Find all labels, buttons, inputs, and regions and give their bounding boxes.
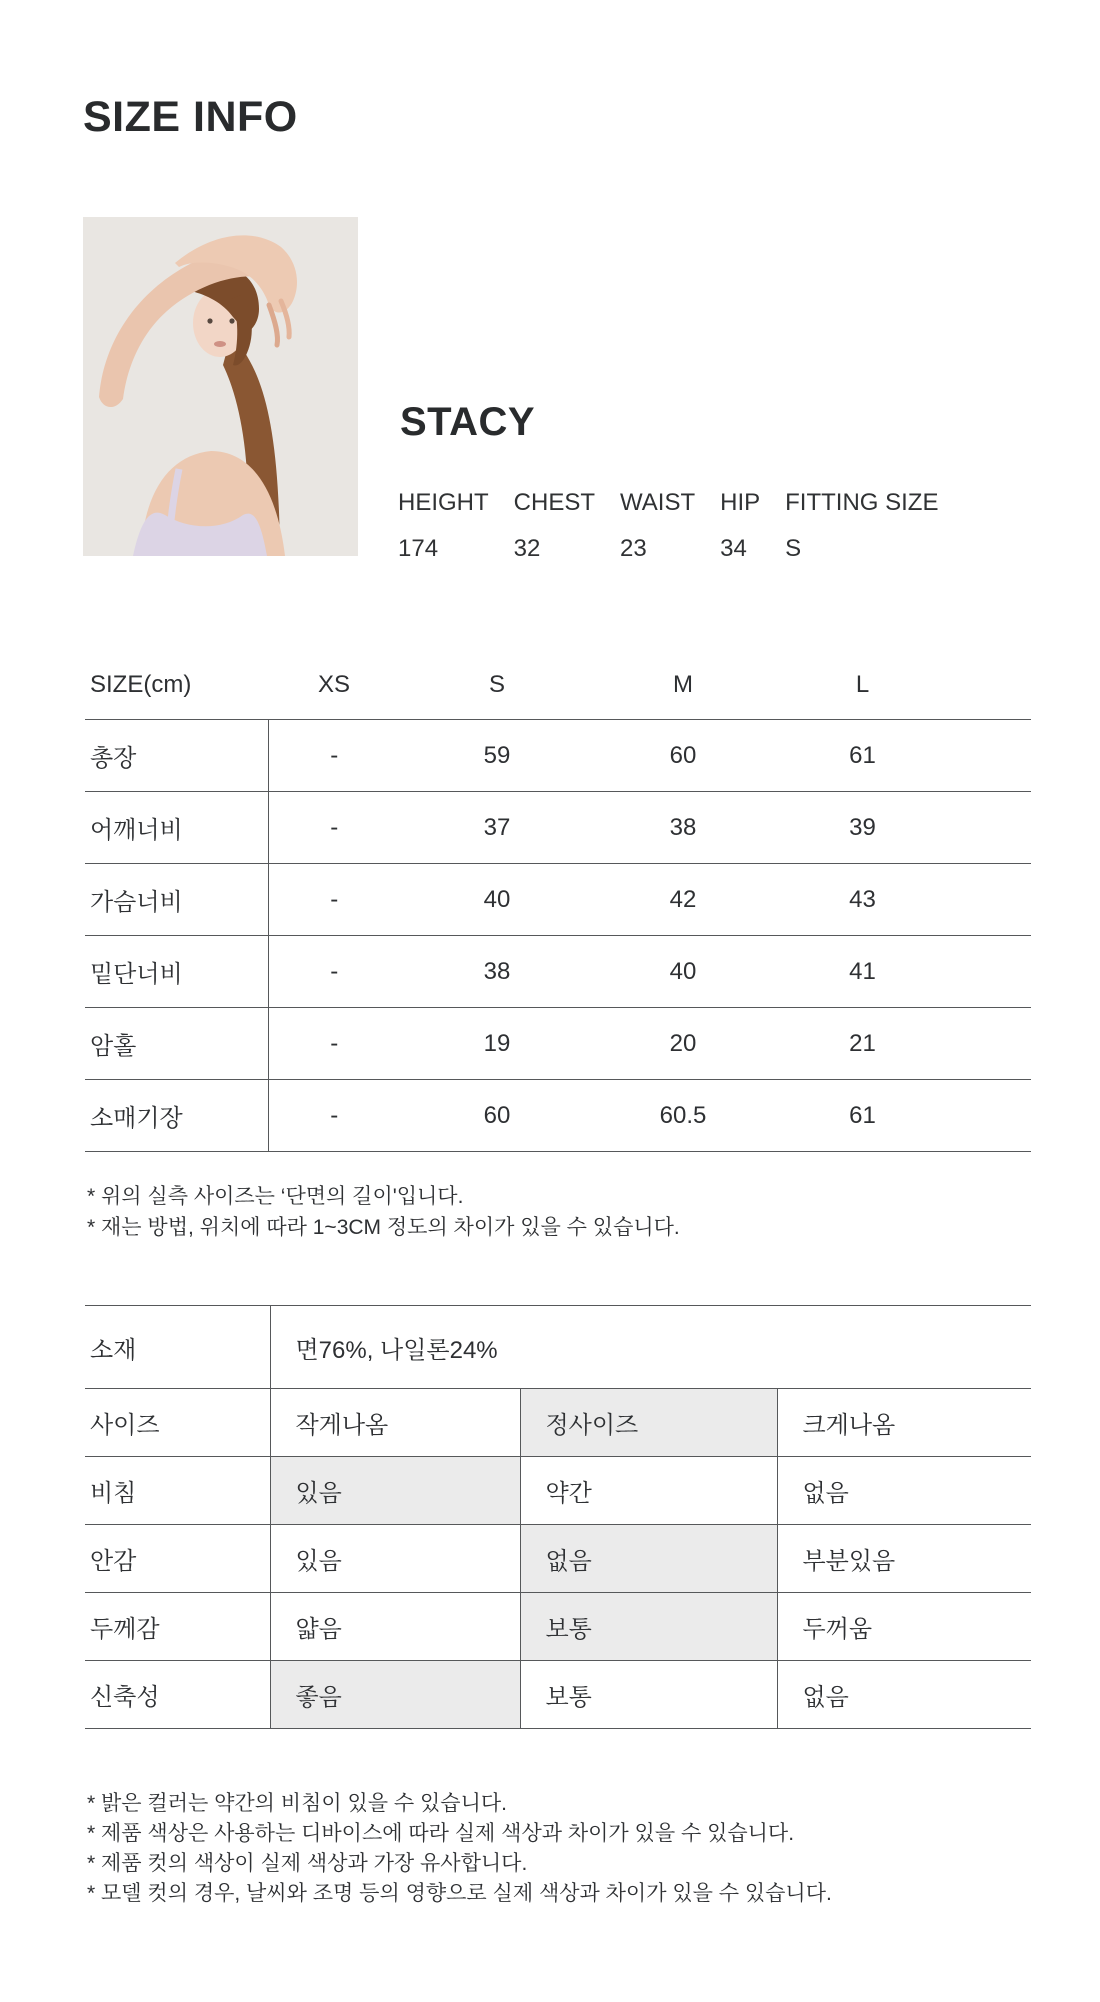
cell-l: 21 — [772, 1008, 1031, 1080]
cell-xs: - — [268, 864, 400, 936]
table-row — [85, 1593, 1031, 1661]
row-label: 사이즈 — [85, 1389, 270, 1457]
measurement-hip-label: HIP — [720, 489, 761, 516]
row-label: 밑단너비 — [85, 936, 268, 1008]
material-row — [85, 1306, 1031, 1389]
bottom-note-line: * 모델 컷의 경우, 날씨와 조명 등의 영향으로 실제 색상과 차이가 있을 수 있습니다. — [87, 1882, 832, 1905]
table-row — [85, 720, 1031, 792]
detail-cell: 작게나옴 — [270, 1389, 520, 1457]
size-table-header-l: L — [772, 671, 1031, 720]
cell-s: 60 — [400, 1080, 594, 1152]
bottom-note-line: * 제품 컷의 색상이 실제 색상과 가장 유사합니다. — [87, 1852, 528, 1875]
fabric-detail-table — [85, 1305, 1031, 1729]
detail-cell: 보통 — [520, 1661, 777, 1729]
measurement-waist-label: WAIST — [620, 489, 696, 516]
cell-l: 43 — [772, 864, 1031, 936]
size-table-header-xs: XS — [268, 671, 400, 720]
row-label: 비침 — [85, 1457, 270, 1525]
cell-m: 38 — [594, 792, 772, 864]
detail-cell: 얇음 — [270, 1593, 520, 1661]
bottom-note-line: * 밝은 컬러는 약간의 비침이 있을 수 있습니다. — [87, 1792, 507, 1815]
cell-xs: - — [268, 1080, 400, 1152]
cell-xs: - — [268, 792, 400, 864]
table-row — [85, 864, 1031, 936]
measurement-chest-label: CHEST — [513, 489, 596, 516]
model-photo — [83, 217, 358, 556]
detail-cell-highlighted: 없음 — [520, 1525, 777, 1593]
measurement-height — [398, 489, 489, 563]
table-row — [85, 1080, 1031, 1152]
measurement-fitting-size — [785, 489, 938, 563]
table-row — [85, 1457, 1031, 1525]
measurement-fitting-size-label: FITTING SIZE — [785, 489, 939, 516]
cell-l: 41 — [772, 936, 1031, 1008]
size-note-line: * 위의 실측 사이즈는 ‘단면의 길이'입니다. — [87, 1185, 464, 1208]
size-table-header-size-cm: SIZE(cm) — [85, 671, 268, 720]
table-row — [85, 1661, 1031, 1729]
detail-cell: 크게나옴 — [777, 1389, 1031, 1457]
measurement-chest — [514, 489, 595, 563]
cell-xs: - — [268, 936, 400, 1008]
cell-m: 60.5 — [594, 1080, 772, 1152]
cell-l: 61 — [772, 720, 1031, 792]
row-label: 신축성 — [85, 1661, 270, 1729]
cell-s: 38 — [400, 936, 594, 1008]
cell-s: 40 — [400, 864, 594, 936]
table-row — [85, 936, 1031, 1008]
measurement-chest-value: 32 — [513, 535, 541, 562]
detail-cell-highlighted: 좋음 — [270, 1661, 520, 1729]
row-label: 총장 — [85, 720, 268, 792]
detail-cell: 있음 — [270, 1525, 520, 1593]
row-label: 암홀 — [85, 1008, 268, 1080]
detail-cell: 약간 — [520, 1457, 777, 1525]
measurement-fitting-size-value: S — [785, 535, 802, 562]
size-notes — [87, 1181, 680, 1243]
model-name: STACY — [400, 400, 536, 444]
detail-cell-highlighted: 보통 — [520, 1593, 777, 1661]
size-table-header-m: M — [594, 671, 772, 720]
size-table-header-s: S — [400, 671, 594, 720]
table-row — [85, 792, 1031, 864]
cell-l: 39 — [772, 792, 1031, 864]
page-title: SIZE INFO — [83, 93, 298, 141]
size-note-line: * 재는 방법, 위치에 따라 1~3CM 정도의 차이가 있을 수 있습니다. — [87, 1216, 680, 1239]
row-label: 가슴너비 — [85, 864, 268, 936]
detail-cell: 두꺼움 — [777, 1593, 1031, 1661]
cell-m: 20 — [594, 1008, 772, 1080]
cell-m: 42 — [594, 864, 772, 936]
table-row — [85, 1525, 1031, 1593]
row-label: 소매기장 — [85, 1080, 268, 1152]
cell-xs: - — [268, 720, 400, 792]
measurement-waist — [620, 489, 695, 563]
cell-s: 19 — [400, 1008, 594, 1080]
measurement-hip-value: 34 — [720, 535, 747, 562]
cell-xs: - — [268, 1008, 400, 1080]
measurement-height-value: 174 — [398, 535, 439, 562]
cell-l: 61 — [772, 1080, 1031, 1152]
measurement-height-label: HEIGHT — [398, 489, 489, 516]
row-label: 소재 — [85, 1306, 270, 1389]
measurement-hip — [720, 489, 760, 563]
detail-cell-highlighted: 정사이즈 — [520, 1389, 777, 1457]
row-label: 두께감 — [85, 1593, 270, 1661]
cell-s: 37 — [400, 792, 594, 864]
bottom-note-line: * 제품 색상은 사용하는 디바이스에 따라 실제 색상과 차이가 있을 수 있습니다. — [87, 1822, 795, 1845]
table-row — [85, 1389, 1031, 1457]
cell-s: 59 — [400, 720, 594, 792]
size-measurement-table — [85, 671, 1031, 1152]
row-label: 어깨너비 — [85, 792, 268, 864]
material-value: 면76%, 나일론24% — [270, 1306, 1031, 1389]
cell-m: 40 — [594, 936, 772, 1008]
model-photo-illustration — [83, 217, 358, 556]
size-table-header-row — [85, 671, 1031, 720]
detail-cell: 없음 — [777, 1457, 1031, 1525]
row-label: 안감 — [85, 1525, 270, 1593]
detail-cell-highlighted: 있음 — [270, 1457, 520, 1525]
measurement-waist-value: 23 — [620, 535, 647, 562]
detail-cell: 없음 — [777, 1661, 1031, 1729]
table-row — [85, 1008, 1031, 1080]
cell-m: 60 — [594, 720, 772, 792]
model-measurements — [398, 489, 938, 563]
detail-cell: 부분있음 — [777, 1525, 1031, 1593]
bottom-notes — [87, 1789, 832, 1909]
